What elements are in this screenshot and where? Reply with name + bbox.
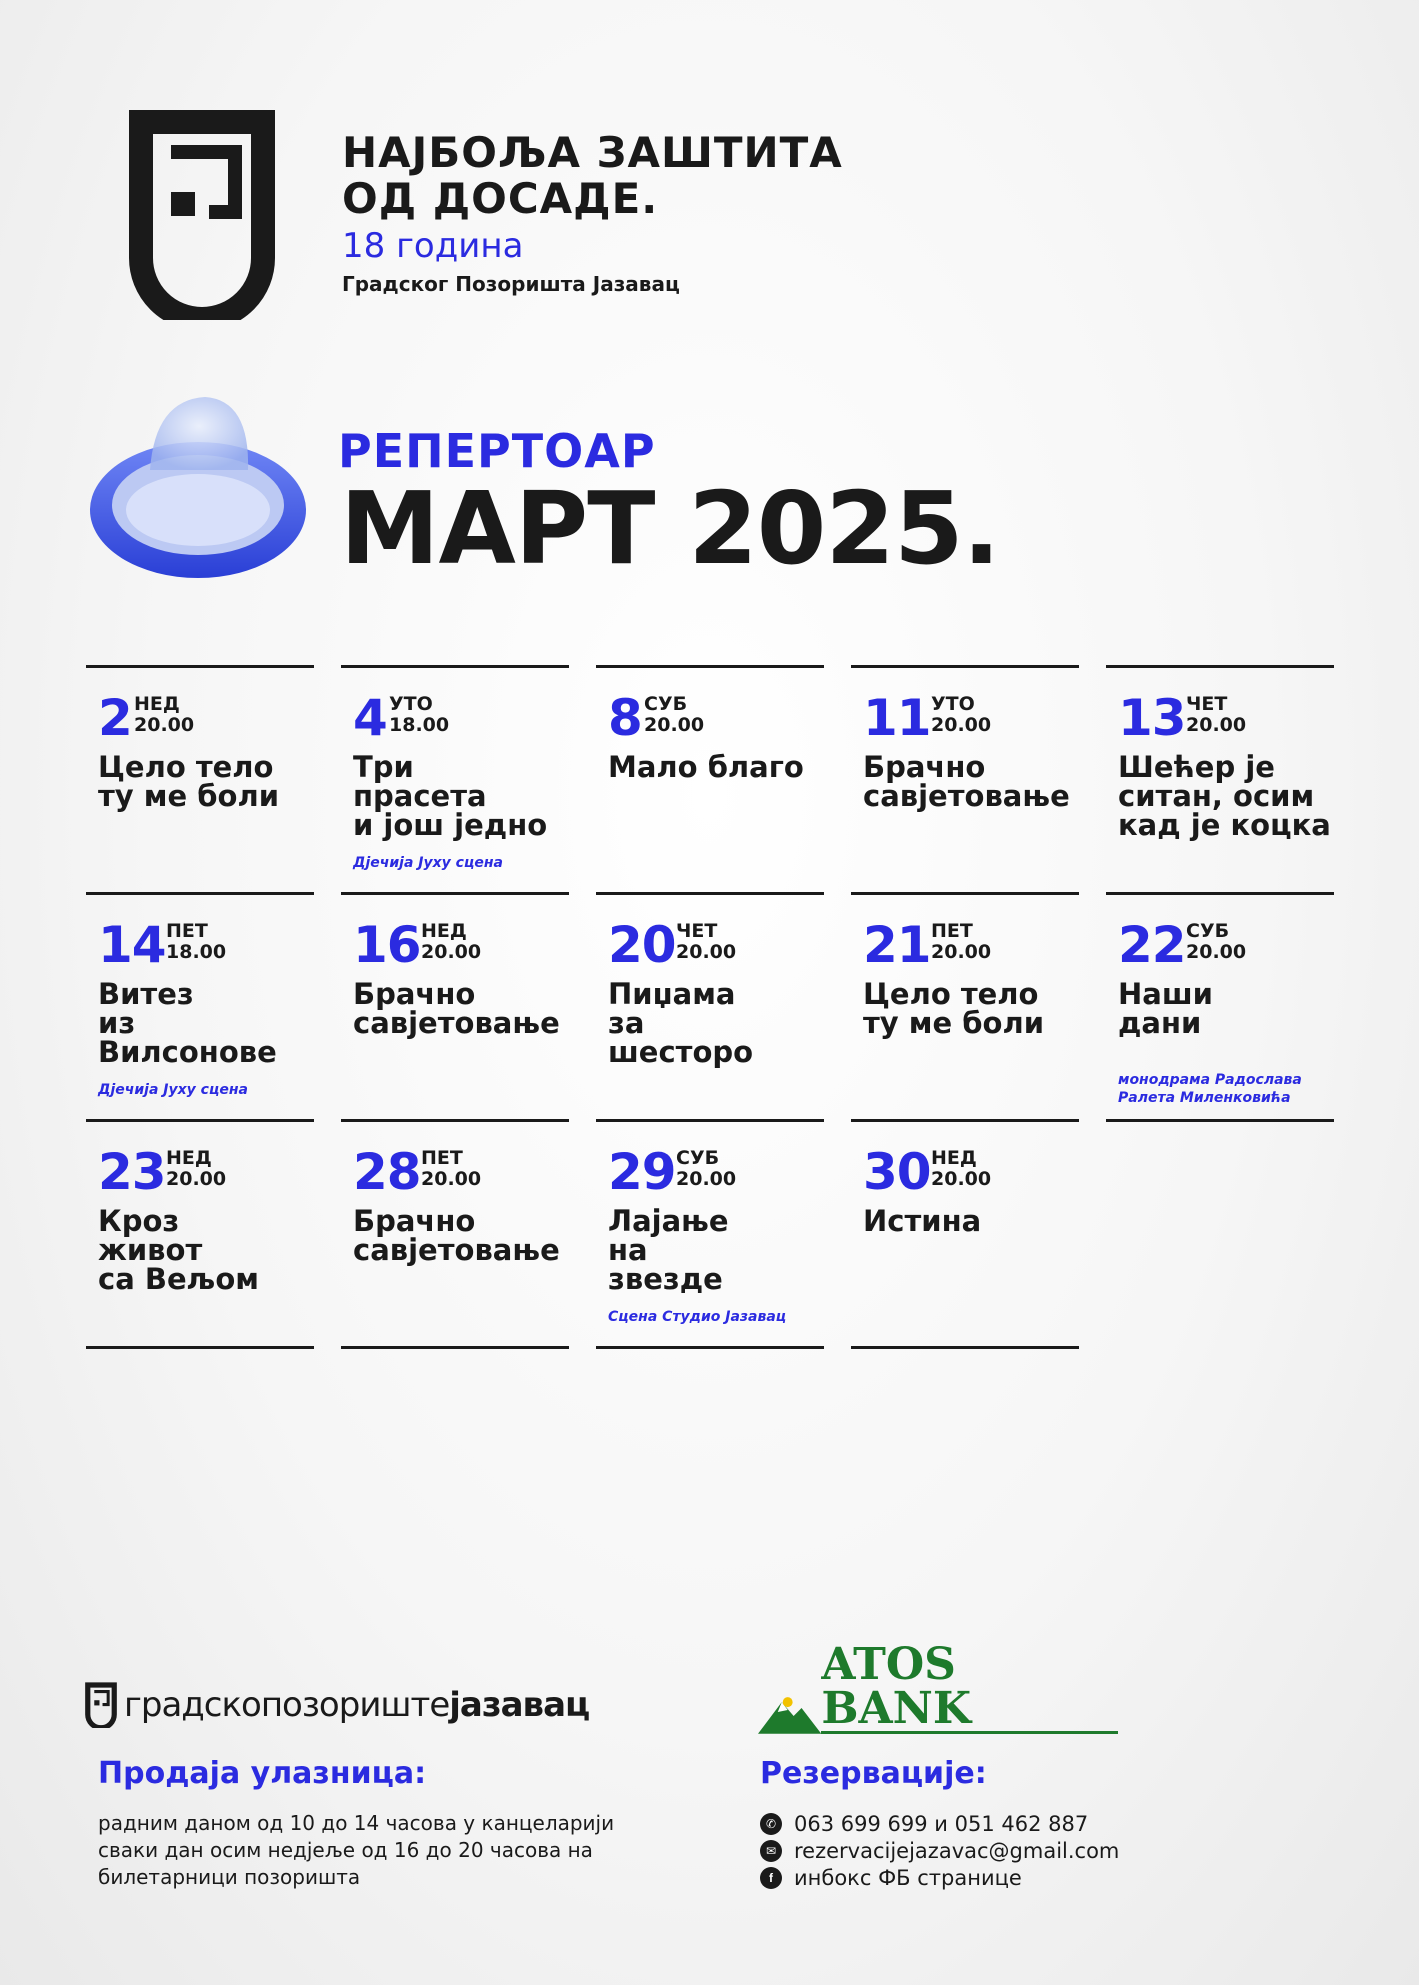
event-weekday: УТО [931,693,975,715]
event-stage-note: Дјечија Јуху сцена [98,1082,248,1098]
event-cell [86,665,314,895]
event-title: Брачно савјетовање [863,750,1070,813]
event-time: 20.00 [931,714,992,736]
event-day-time [1186,694,1246,736]
event-title: Истина [863,1204,982,1238]
reservation-phone [760,1812,1088,1836]
event-cell [851,892,1079,1122]
anniversary-years: 18 година [342,226,524,266]
reservations-heading: Резервације: [760,1756,987,1791]
mountain-icon [758,1694,821,1734]
footer-logo-text-bold: јазавац [449,1685,590,1725]
event-title: Три прасета и још једно [353,750,548,842]
event-weekday: НЕД [134,693,180,715]
schedule-grid [86,665,1336,1350]
tagline-line-2: ОД ДОСАДЕ. [342,174,659,223]
event-weekday: СУБ [676,1147,720,1169]
event-weekday: СУБ [1186,920,1230,942]
event-date: 28 [353,1143,421,1201]
event-date: 23 [98,1143,166,1201]
event-weekday: ПЕТ [166,920,208,942]
ticket-sales-heading: Продаја улазница: [98,1756,427,1791]
event-cell [341,1119,569,1349]
footer-theatre-logo [84,1682,624,1728]
event-day-time [421,921,481,963]
event-day-time [676,1148,736,1190]
event-date: 21 [863,916,931,974]
theatre-logo-icon [84,1682,118,1728]
event-time: 20.00 [676,941,737,963]
event-title: Кроз живот са Вељом [98,1204,260,1296]
event-title: Мало благо [608,750,804,784]
reservation-facebook [760,1866,1022,1890]
theatre-logo [127,108,277,320]
event-title: Брачно савјетовање [353,977,560,1040]
event-stage-note: монодрама Радослава Ралета Миленковића [1118,1072,1302,1106]
event-cell [1106,892,1334,1122]
event-date: 11 [863,689,931,747]
event-time: 20.00 [931,941,992,963]
footer-logo-text-light: градскопозориште [124,1685,450,1725]
event-weekday: ЧЕТ [676,920,718,942]
event-title: Шећер је ситан, осим кад је коцка [1118,750,1331,842]
event-time: 18.00 [166,941,227,963]
ticket-sales-text: радним даном од 10 до 14 часова у канцеларији сваки дан осим недјеље од 16 до 20 часова на билетарници позоришта [98,1811,615,1889]
event-weekday: УТО [389,693,433,715]
event-day-time [389,694,449,736]
event-time: 18.00 [389,714,450,736]
event-day-time [166,921,226,963]
event-title: Цело тело ту ме боли [98,750,280,813]
event-time: 20.00 [134,714,195,736]
reservation-facebook-text: инбокс ФБ странице [794,1866,1022,1890]
event-day-time [134,694,194,736]
event-date: 14 [98,916,166,974]
event-day-time [676,921,736,963]
event-date: 4 [353,689,387,747]
email-icon: ✉ [760,1840,782,1862]
event-day-time [931,1148,991,1190]
event-cell [851,1119,1079,1349]
event-time: 20.00 [644,714,705,736]
event-time: 20.00 [421,1168,482,1190]
event-date: 8 [608,689,642,747]
event-cell [851,665,1079,895]
event-date: 22 [1118,916,1186,974]
event-title: Витез из Вилсонове [98,977,277,1069]
tagline-line-1: НАЈБОЉА ЗАШТИТА [342,128,843,177]
event-weekday: НЕД [421,920,467,942]
event-time: 20.00 [1186,941,1247,963]
event-title: Лајање на звезде [608,1204,729,1296]
event-cell [341,892,569,1122]
reservation-phone-text: 063 699 699 и 051 462 887 [794,1812,1089,1836]
event-date: 16 [353,916,421,974]
event-time: 20.00 [421,941,482,963]
facebook-icon: f [760,1867,782,1889]
condom-illustration [80,385,316,595]
event-day-time [1186,921,1246,963]
repertoire-month: МАРТ 2025. [340,470,1000,587]
event-stage-note: Сцена Студио Јазавац [608,1309,787,1325]
repertoire-label: РЕПЕРТОАР [338,424,656,478]
event-title: Пиџама за шесторо [608,977,754,1069]
event-title: Наши дани [1118,977,1213,1040]
event-weekday: СУБ [644,693,688,715]
reservation-email-text[interactable]: rezervacijejazavac@gmail.com [794,1839,1120,1863]
phone-icon: ✆ [760,1813,782,1835]
event-date: 20 [608,916,676,974]
event-date: 13 [1118,689,1186,747]
event-cell [86,892,314,1122]
event-time: 20.00 [931,1168,992,1190]
event-time: 20.00 [1186,714,1247,736]
event-day-time [931,694,991,736]
event-time: 20.00 [166,1168,227,1190]
event-date: 29 [608,1143,676,1201]
theatre-name: Градског Позоришта Јазавац [342,272,680,296]
event-weekday: ЧЕТ [1186,693,1228,715]
event-cell [341,665,569,895]
event-weekday: НЕД [931,1147,977,1169]
event-date: 2 [98,689,132,747]
event-cell [86,1119,314,1349]
event-cell [596,665,824,895]
event-cell [596,892,824,1122]
event-day-time [644,694,704,736]
event-day-time [931,921,991,963]
event-day-time [421,1148,481,1190]
event-day-time [166,1148,226,1190]
reservation-email [760,1839,1119,1863]
event-title: Брачно савјетовање [353,1204,560,1267]
event-cell [1106,665,1334,895]
event-date: 30 [863,1143,931,1201]
event-weekday: ПЕТ [931,920,973,942]
event-title: Цело тело ту ме боли [863,977,1045,1040]
event-weekday: ПЕТ [421,1147,463,1169]
event-weekday: НЕД [166,1147,212,1169]
event-stage-note: Дјечија Јуху сцена [353,855,503,871]
sponsor-logo [758,1639,1118,1734]
event-cell [596,1119,824,1349]
event-time: 20.00 [676,1168,737,1190]
sponsor-name: ATOS BANK [821,1643,1118,1734]
